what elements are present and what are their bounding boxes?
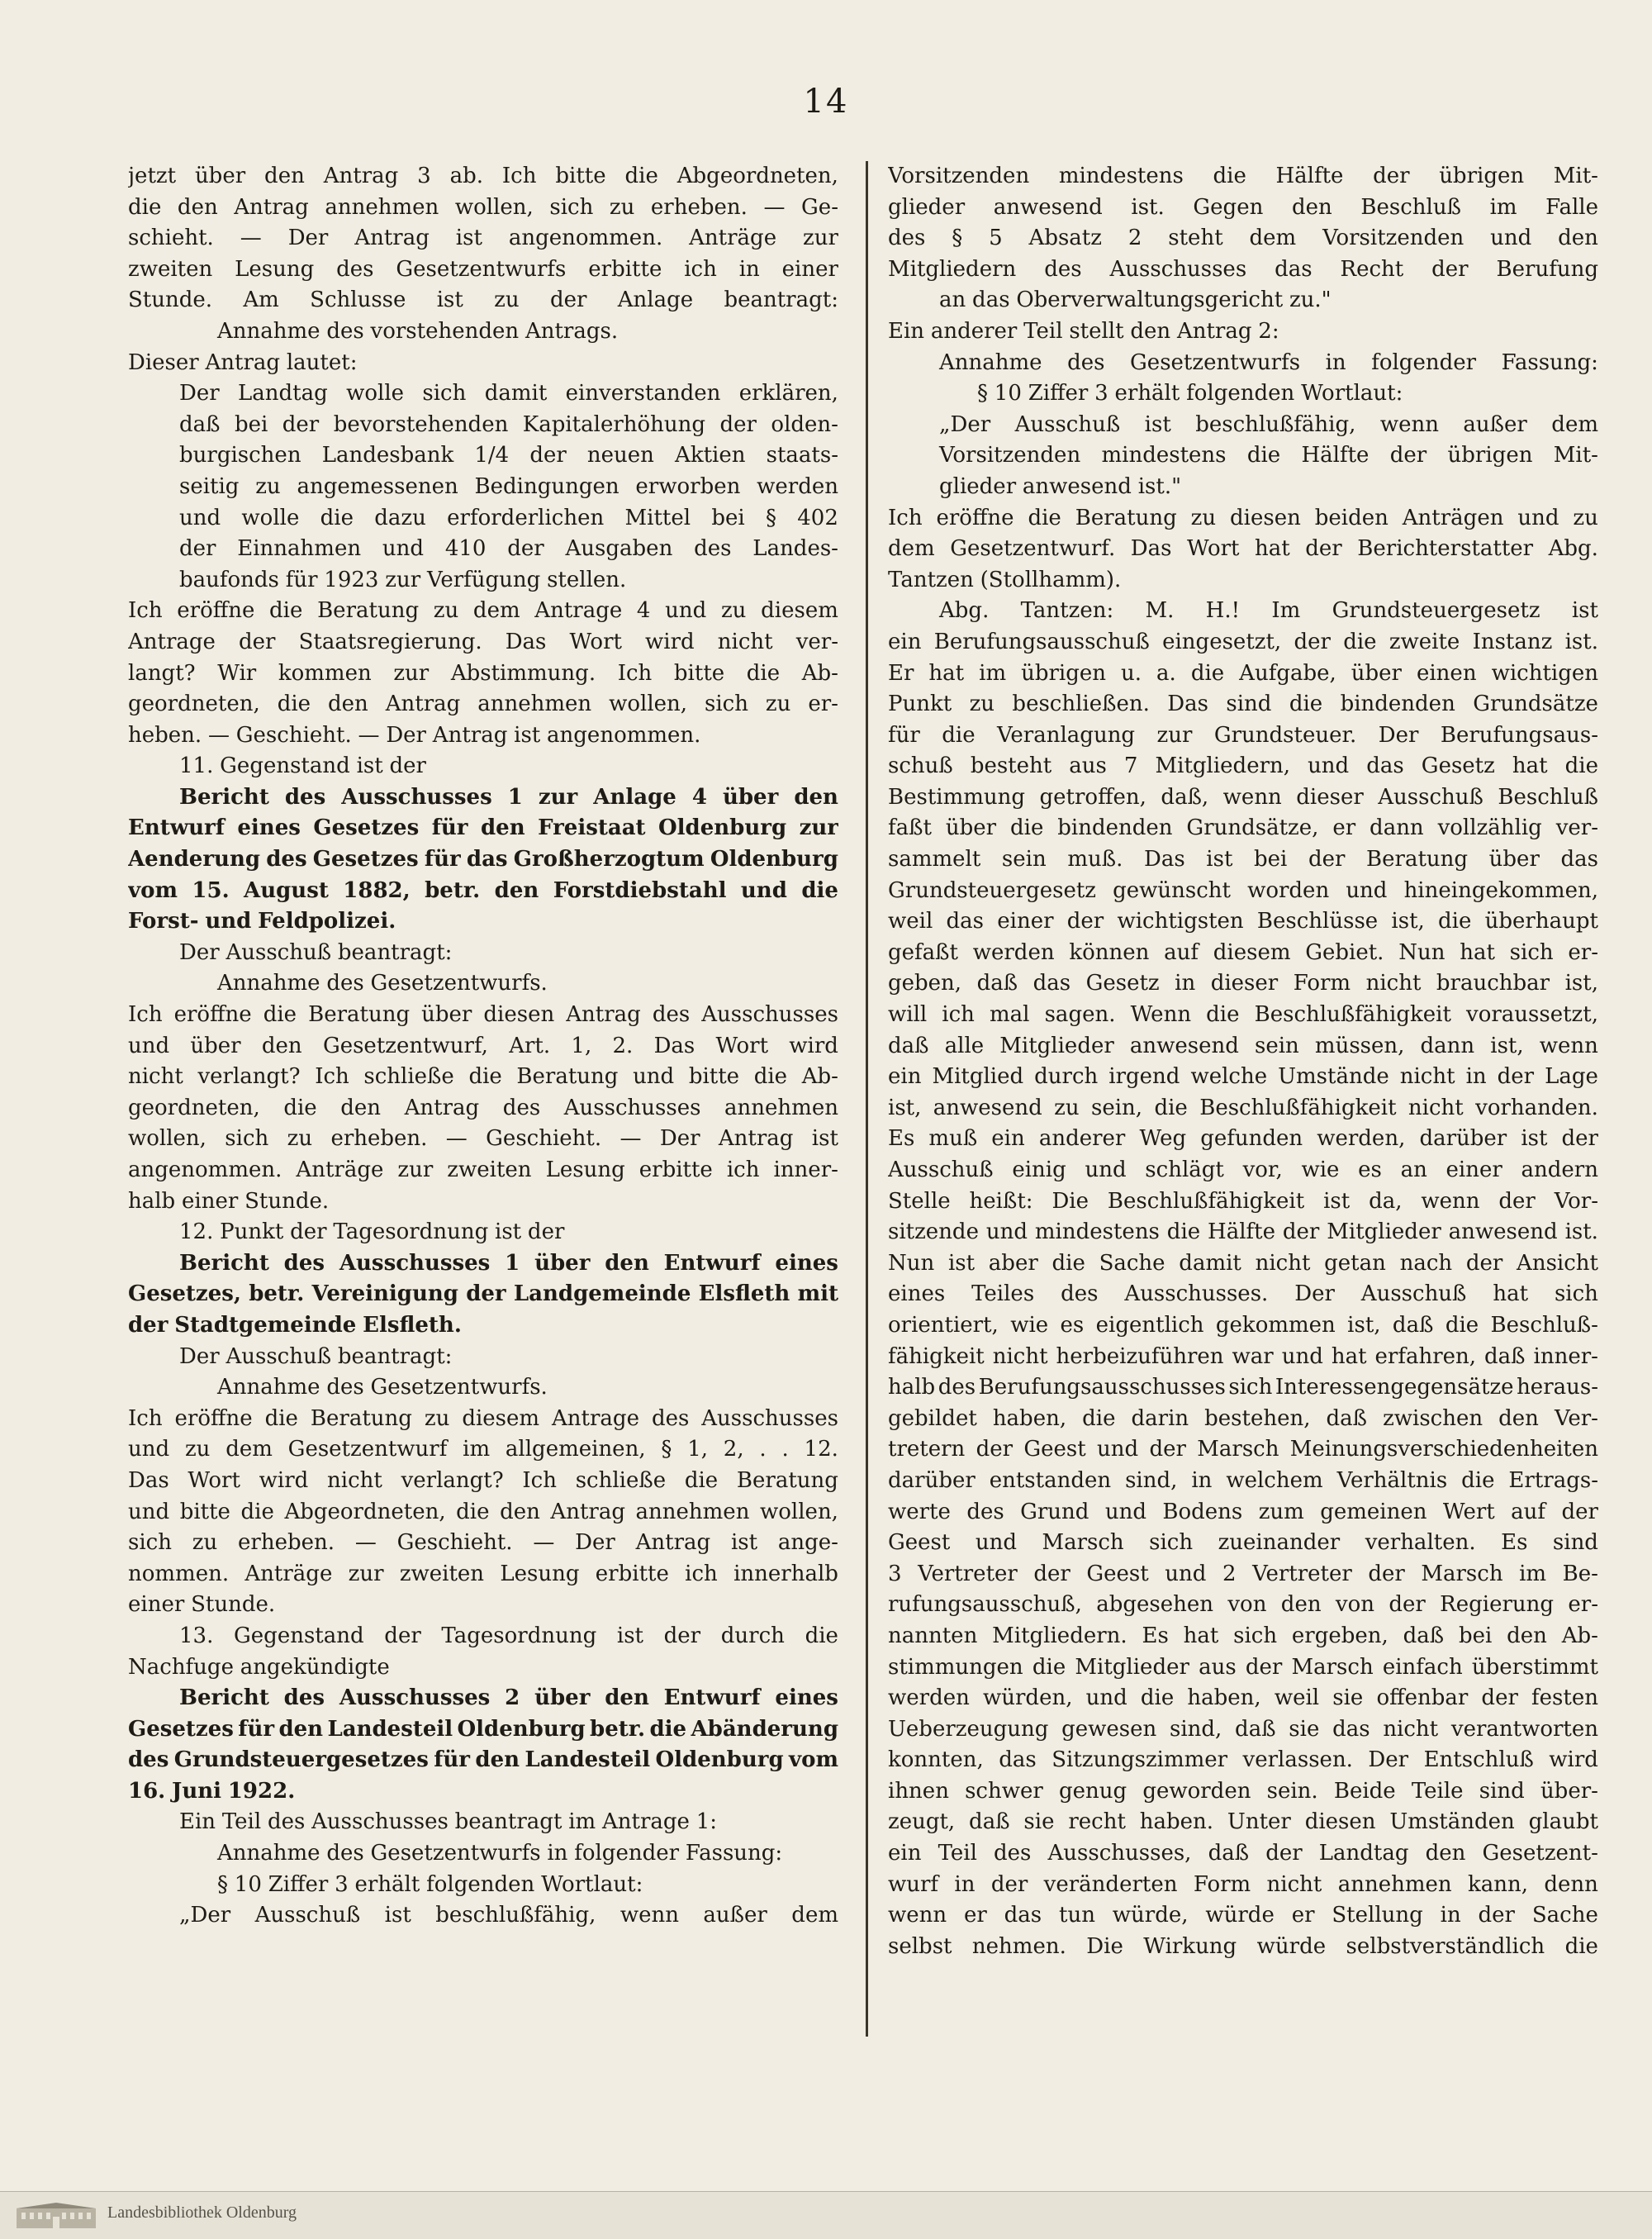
left-text-line: Der Ausschuß beantragt: [179,939,453,965]
left-text-line: burgischen Landesbank 1/4 der neuen Aktien staats- [179,443,838,468]
left-text-line: baufonds für 1923 zur Verfügung stellen. [179,567,627,592]
right-text-line: Ausschuß einig und schlägt vor, wie es an einer andern [888,1158,1598,1182]
right-text-line: sammelt sein muß. Das ist bei der Beratung über das [888,847,1598,872]
left-text-line: 12. Punkt der Tagesordnung ist der [179,1219,565,1245]
right-text-line: gefaßt werden können auf diesem Gebiet. Nun hat sich er- [888,939,1598,965]
right-text-line: Er hat im übrigen u. a. die Aufgabe, über einen wichtigen [888,660,1598,686]
left-text-line: 11. Gegenstand ist der [179,753,426,779]
left-text-line: Ich eröffne die Beratung über diesen Antrag des Ausschusses [128,1002,838,1028]
left-text-line: Antrage der Staatsregierung. Das Wort wird nicht ver- [128,629,838,654]
right-text-line: Mitgliedern des Ausschusses das Recht der Berufung [888,256,1598,282]
library-building-icon [15,2202,97,2230]
left-text-line: Annahme des Gesetzentwurfs. [217,971,548,996]
right-text-line: Abg. Tantzen: M. H.! Im Grundsteuergesetz ist [939,598,1598,624]
right-text-line: Es muß ein anderer Weg gefunden werden, darüber ist der [888,1126,1598,1152]
right-text-line: tretern der Geest und der Marsch Meinungsverschiedenheiten [888,1437,1598,1462]
left-text-line: die den Antrag annehmen wollen, sich zu erheben. — Ge- [128,194,838,220]
right-text-line: des § 5 Absatz 2 steht dem Vorsitzenden und den [888,226,1598,251]
right-text-line: Ich eröffne die Beratung zu diesen beiden Anträgen und zu [888,505,1598,530]
left-text-line: Ich eröffne die Beratung zu dem Antrage 4 und zu diesem [128,598,838,624]
right-text-line: Grundsteuergesetz gewünscht worden und hineingekommen, [888,877,1598,903]
right-text-line: faßt über die bindenden Grundsätze, er dann vollzählig ver- [888,815,1598,841]
right-text-line: Stelle heißt: Die Beschlußfähigkeit ist da, wenn der Vor- [888,1188,1598,1214]
left-text-line: Entwurf eines Gesetzes für den Freistaat Oldenburg zur [128,815,838,841]
right-text-line: Vorsitzenden mindestens die Hälfte der übrigen Mit- [888,164,1598,188]
left-text-line: Das Wort wird nicht verlangt? Ich schließe die Beratung [128,1467,838,1493]
right-text-line: Vorsitzenden mindestens die Hälfte der übrigen Mit- [939,443,1598,468]
left-text-line: Aenderung des Gesetzes für das Großherzogtum Oldenburg [128,847,838,872]
right-text-line: Geest und Marsch sich zueinander verhalten. Es sind [888,1530,1598,1556]
right-text-line: stimmungen die Mitglieder aus der Marsch einfach überstimmt [888,1654,1598,1680]
left-text-line: § 10 Ziffer 3 erhält folgenden Wortlaut: [217,1871,643,1897]
left-text-line: schieht. — Der Antrag ist angenommen. Anträge zur [128,226,838,251]
right-text-line: Tantzen (Stollhamm). [888,567,1122,592]
right-text-line: Punkt zu beschließen. Das sind die bindenden Grundsätze [888,692,1598,717]
right-text-line: ein Mitglied durch irgend welche Umstände nicht in der Lage [888,1064,1598,1090]
left-text-line: und wolle die dazu erforderlichen Mittel bei § 402 [179,505,838,530]
footer-library-name: Landesbibliothek Oldenburg [107,2203,297,2222]
left-text-line: und bitte die Abgeordneten, die den Antrag annehmen wollen, [128,1499,838,1524]
footer-bar [0,2191,1652,2239]
right-text-line: an das Oberverwaltungsgericht zu." [939,288,1332,313]
right-text-line: ihnen schwer genug geworden sein. Beide Teile sind über- [888,1778,1598,1804]
right-text-line: fähigkeit nicht herbeizuführen war und hat erfahren, daß inner- [888,1343,1598,1369]
left-text-line: 13. Gegenstand der Tagesordnung ist der durch die [179,1623,838,1648]
right-text-line: selbst nehmen. Die Wirkung würde selbstverständlich die [888,1933,1598,1959]
right-text-line: eines Teiles des Ausschusses. Der Ausschuß hat sich [888,1281,1598,1307]
left-text-line: 16. Juni 1922. [128,1778,296,1804]
right-text-line: für die Veranlagung zur Grundsteuer. Der Berufungsaus- [888,722,1598,748]
left-text-line: Annahme des Gesetzentwurfs in folgender Fassung: [217,1841,783,1866]
left-text-line: „Der Ausschuß ist beschlußfähig, wenn außer dem [179,1903,838,1928]
left-text-line: der Einnahmen und 410 der Ausgaben des Landes- [179,536,838,562]
left-text-line: heben. — Geschieht. — Der Antrag ist angenommen. [128,722,701,748]
right-text-line: gebildet haben, die darin bestehen, daß zwischen den Ver- [888,1405,1598,1431]
right-text-line: geben, daß das Gesetz in dieser Form nicht brauchbar ist, [888,971,1598,996]
right-text-line: werden würden, und die haben, weil sie offenbar der festen [888,1685,1598,1711]
right-text-line: werte des Grund und Bodens zum gemeinen Wert auf der [888,1499,1598,1524]
right-text-line: wenn er das tun würde, würde er Stellung in der Sache [888,1903,1598,1928]
right-text-line: zeugt, daß sie recht haben. Unter diesen Umständen glaubt [888,1809,1598,1835]
right-text-line: ist, anwesend zu sein, die Beschlußfähigkeit nicht vorhanden. [888,1095,1598,1120]
left-text-line: Annahme des vorstehenden Antrags. [217,318,619,344]
right-column [888,161,1598,2032]
left-text-line: Stunde. Am Schlusse ist zu der Anlage beantragt: [128,288,838,313]
left-text-line: Der Ausschuß beantragt: [179,1343,453,1369]
left-text-line: jetzt über den Antrag 3 ab. Ich bitte die Abgeordneten, [128,164,838,188]
left-text-line: angenommen. Anträge zur zweiten Lesung erbitte ich inner- [128,1158,838,1182]
left-text-line: halb einer Stunde. [128,1188,330,1214]
right-text-line: weil das einer der wichtigsten Beschlüsse ist, die überhaupt [888,909,1598,934]
right-text-line: schuß besteht aus 7 Mitgliedern, und das Gesetz hat die [888,753,1598,779]
column-divider [866,161,868,2037]
right-text-line: wurf in der veränderten Form nicht annehmen kann, denn [888,1871,1598,1897]
left-text-line: Bericht des Ausschusses 1 zur Anlage 4 über den [179,784,838,810]
left-text-line: Ich eröffne die Beratung zu diesem Antrage des Ausschusses [128,1405,838,1431]
right-text-line: ein Berufungsausschuß eingesetzt, der die zweite Instanz ist. [888,629,1598,654]
left-text-line: sich zu erheben. — Geschieht. — Der Antrag ist ange- [128,1530,838,1556]
left-text-line: Nachfuge angekündigte [128,1654,390,1680]
left-text-line: der Stadtgemeinde Elsfleth. [128,1312,462,1338]
left-text-line: Gesetzes für den Landesteil Oldenburg betr. die Abänderung [128,1716,838,1742]
left-text-line: Der Landtag wolle sich damit einverstanden erklären, [179,381,838,406]
left-text-line: Annahme des Gesetzentwurfs. [217,1375,548,1400]
right-text-line: ein Teil des Ausschusses, daß der Landtag den Gesetzent- [888,1841,1598,1866]
right-text-line: glieder anwesend ist. Gegen den Beschluß im Falle [888,194,1598,220]
right-text-line: daß alle Mitglieder anwesend sein müssen, dann ist, wenn [888,1033,1598,1058]
left-text-line: Gesetzes, betr. Vereinigung der Landgemeinde Elsfleth mit [128,1281,838,1307]
left-text-line: nicht verlangt? Ich schließe die Beratung und bitte die Ab- [128,1064,838,1090]
right-text-line: halb des Berufungsausschusses sich Interessengegensätze heraus- [888,1375,1598,1400]
left-text-line: Ein Teil des Ausschusses beantragt im Antrage 1: [179,1809,718,1835]
left-text-line: seitig zu angemessenen Bedingungen erworben werden [179,473,838,499]
right-text-line: Nun ist aber die Sache damit nicht getan nach der Ansicht [888,1250,1598,1276]
left-text-line: zweiten Lesung des Gesetzentwurfs erbitte ich in einer [128,256,838,282]
left-text-line: und über den Gesetzentwurf, Art. 1, 2. Das Wort wird [128,1033,838,1058]
left-text-line: langt? Wir kommen zur Abstimmung. Ich bitte die Ab- [128,660,838,686]
left-text-line: daß bei der bevorstehenden Kapitalerhöhung der olden- [179,411,838,437]
left-text-line: einer Stunde. [128,1592,276,1618]
right-text-line: will ich mal sagen. Wenn die Beschlußfähigkeit voraussetzt, [888,1002,1598,1028]
right-text-line: darüber entstanden sind, in welchem Verhältnis die Ertrags- [888,1467,1598,1493]
right-text-line: rufungsausschuß, abgesehen von den von der Regierung er- [888,1592,1598,1618]
left-text-line: Bericht des Ausschusses 2 über den Entwurf eines [179,1685,838,1711]
left-text-line: Forst- und Feldpolizei. [128,909,396,934]
left-text-line: geordneten, die den Antrag des Ausschusses annehmen [128,1095,838,1120]
left-text-line: des Grundsteuergesetzes für den Landesteil Oldenburg vom [128,1747,838,1773]
right-text-line: sitzende und mindestens die Hälfte der Mitglieder anwesend ist. [888,1219,1598,1245]
left-text-line: Bericht des Ausschusses 1 über den Entwurf eines [179,1250,838,1276]
right-text-line: Ueberzeugung gewesen sind, daß sie das nicht verantworten [888,1716,1598,1742]
right-text-line: orientiert, wie es eigentlich gekommen ist, daß die Beschluß- [888,1312,1598,1338]
left-text-line: nommen. Anträge zur zweiten Lesung erbitte ich innerhalb [128,1561,838,1586]
left-text-line: wollen, sich zu erheben. — Geschieht. — Der Antrag ist [128,1126,838,1152]
right-text-line: § 10 Ziffer 3 erhält folgenden Wortlaut: [977,381,1403,406]
right-text-line: Bestimmung getroffen, daß, wenn dieser Ausschuß Beschluß [888,784,1598,810]
right-text-line: glieder anwesend ist." [939,473,1182,499]
left-text-line: und zu dem Gesetzentwurf im allgemeinen, § 1, 2, . . 12. [128,1437,838,1462]
left-text-line: Dieser Antrag lautet: [128,349,358,375]
left-text-line: vom 15. August 1882, betr. den Forstdiebstahl und die [128,877,838,903]
right-text-line: dem Gesetzentwurf. Das Wort hat der Berichterstatter Abg. [888,536,1598,562]
right-text-line: Annahme des Gesetzentwurfs in folgender Fassung: [939,349,1598,375]
left-text-line: geordneten, die den Antrag annehmen wollen, sich zu er- [128,692,838,717]
page-number: 14 [803,83,849,121]
left-column [128,161,838,2032]
right-text-line: nannten Mitgliedern. Es hat sich ergeben, daß bei den Ab- [888,1623,1598,1648]
right-text-line: Ein anderer Teil stellt den Antrag 2: [888,318,1279,344]
right-text-line: 3 Vertreter der Geest und 2 Vertreter der Marsch im Be- [888,1561,1598,1586]
right-text-line: „Der Ausschuß ist beschlußfähig, wenn außer dem [939,411,1598,437]
right-text-line: konnten, das Sitzungszimmer verlassen. Der Entschluß wird [888,1747,1598,1773]
